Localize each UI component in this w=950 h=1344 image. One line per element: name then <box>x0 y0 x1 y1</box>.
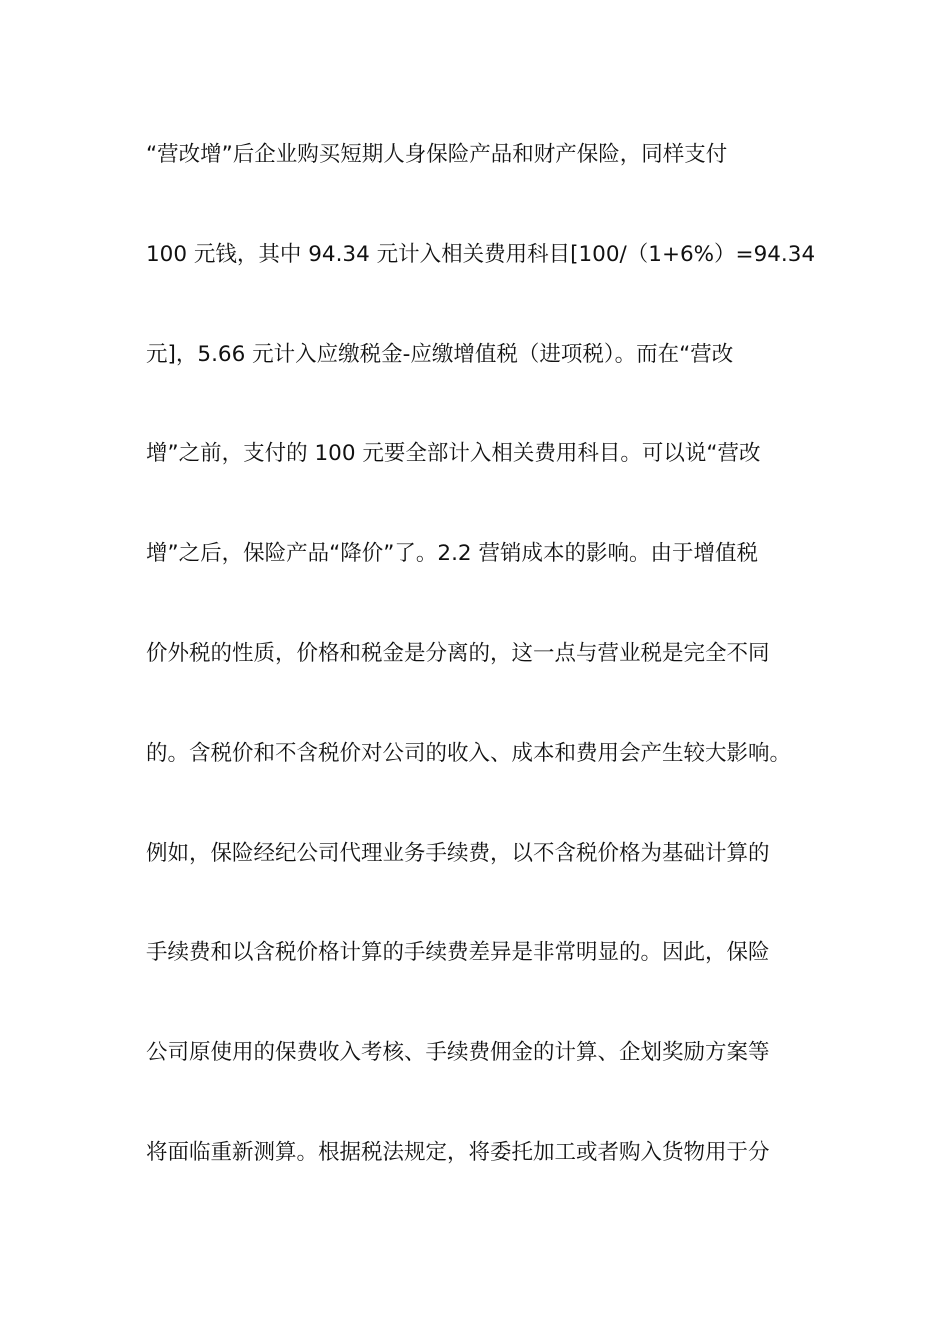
text-line-8: 例如，保险经纪公司代理业务手续费，以不含税价格为基础计算的 <box>146 840 770 866</box>
text-line-2: 100 元钱，其中 94.34 元计入相关费用科目[100/（1+6%）=94.34 <box>146 241 816 267</box>
text-line-3: 元]，5.66 元计入应缴税金-应缴增值税（进项税）。而在“营改 <box>146 341 734 367</box>
text-line-1: “营改增”后企业购买短期人身保险产品和财产保险，同样支付 <box>146 142 728 167</box>
body-paragraph <box>146 130 826 1228</box>
text-line-7: 的。含税价和不含税价对公司的收入、成本和费用会产生较大影响。 <box>146 740 792 766</box>
text-line-9: 手续费和以含税价格计算的手续费差异是非常明显的。因此，保险 <box>146 940 770 966</box>
text-line-6: 价外税的性质，价格和税金是分离的，这一点与营业税是完全不同 <box>146 640 770 666</box>
text-line-4: 增”之前，支付的 100 元要全部计入相关费用科目。可以说“营改 <box>146 441 761 467</box>
text-line-5: 增”之后，保险产品“降价”了。2.2 营销成本的影响。由于增值税 <box>146 541 758 567</box>
text-line-11: 将面临重新测算。根据税法规定，将委托加工或者购入货物用于分 <box>146 1139 770 1165</box>
text-line-10: 公司原使用的保费收入考核、手续费佣金的计算、企划奖励方案等 <box>146 1040 770 1066</box>
